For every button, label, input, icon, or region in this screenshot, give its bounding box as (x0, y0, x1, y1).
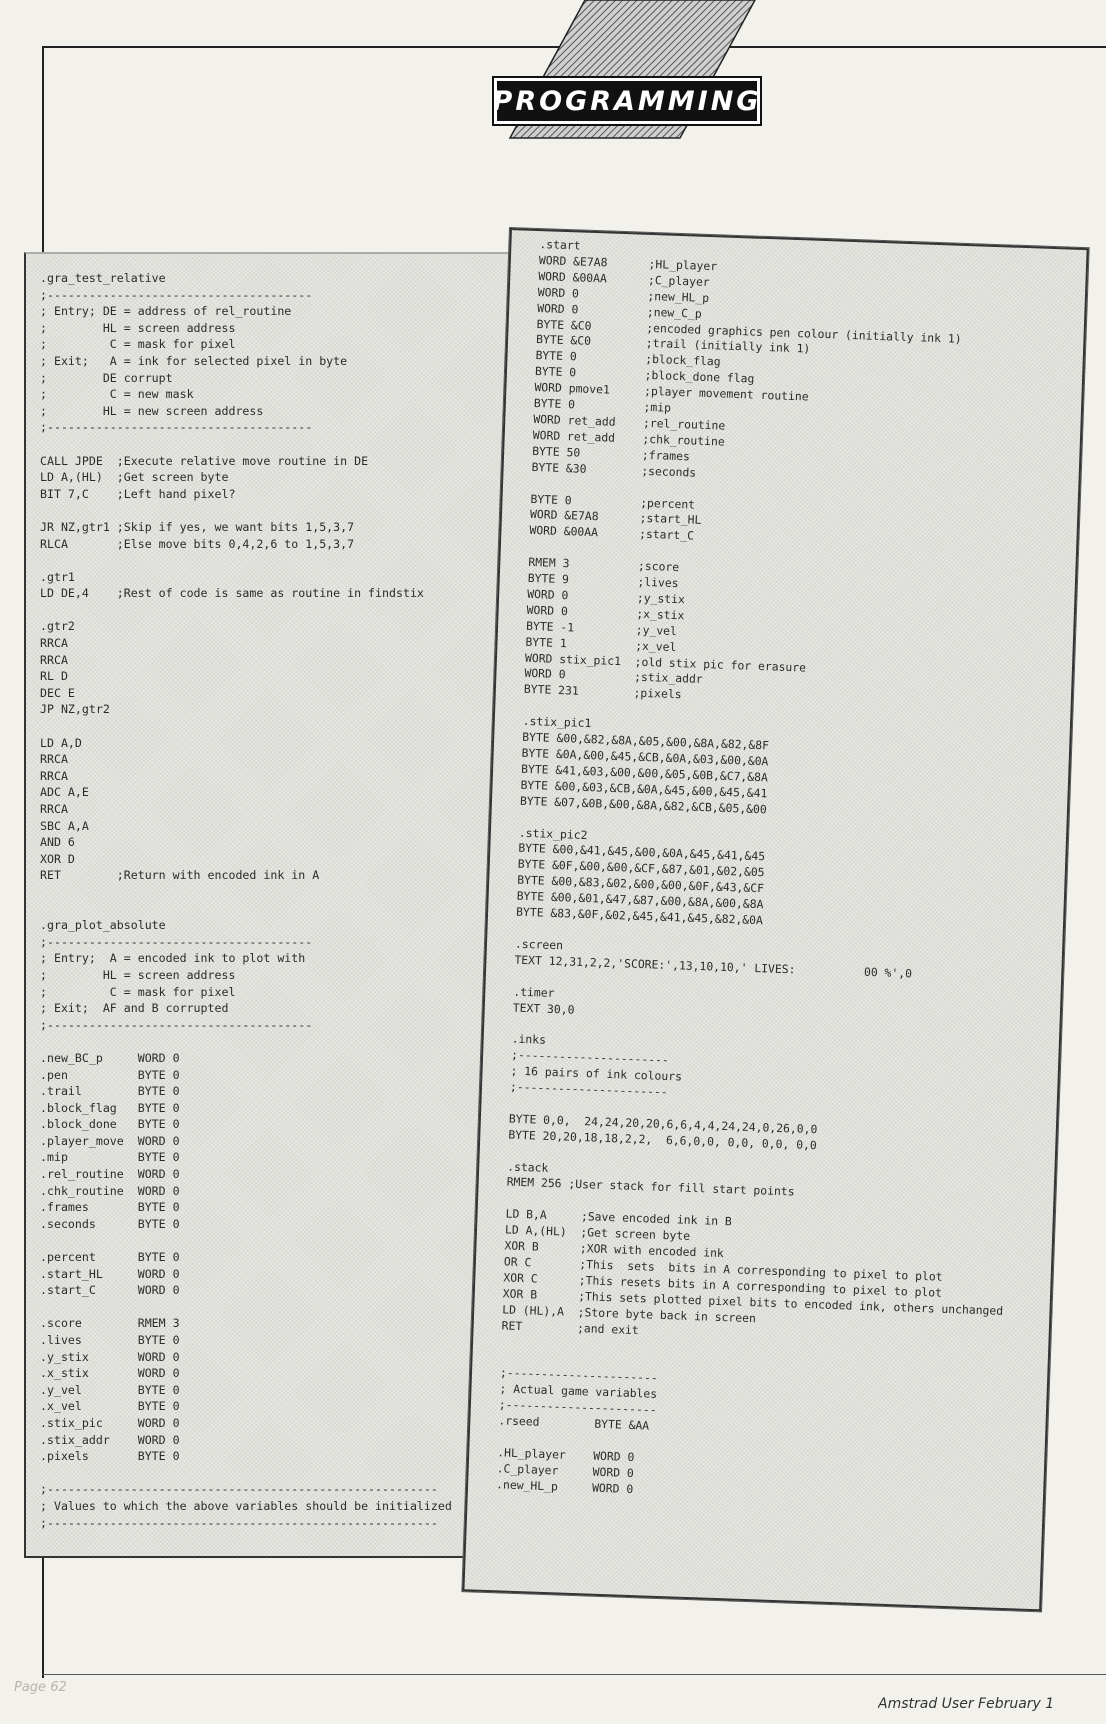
right-code-listing: .start WORD &E7A8 ;HL_player WORD &00AA ;C_player WORD 0 ;new_HL_p WORD 0 ;new_C_p BYTE &C0 ;encoded graphics pen colour (initially ink 1) BYTE &C0 ;trail (initially ink 1) BYTE 0 ;block_flag BYTE 0 ;block_done flag WORD pmove1 ;player movement routine BYTE 0 ;mip WORD ret_add ;rel_routine WORD ret_add ;chk_routine BYTE 50 ;frames BYTE &30 ;seconds BYTE 0 ;percent WORD &E7A8 ;start_HL WORD &00AA ;start_C RMEM 3 ;score BYTE 9 ;lives WORD 0 ;y_stix WORD 0 ;x_stix BYTE -1 ;y_vel BYTE 1 ;x_vel WORD stix_pic1 ;old stix pic for erasure WORD 0 ;stix_addr BYTE 231 ;pixels .stix_pic1 BYTE &00,&82,&8A,&05,&00,&8A,&82,&8F BYTE &0A,&00,&45,&CB,&0A,&03,&00,&0A BYTE &41,&03,&00,&00,&05,&0B,&C7,&8A BYTE &00,&03,&CB,&0A,&45,&00,&45,&41 BYTE &07,&0B,&00,&8A,&82,&CB,&05,&00 .stix_pic2 BYTE &00,&41,&45,&00,&0A,&45,&41,&45 BYTE &0F,&00,&00,&CF,&87,&01,&02,&05 BYTE &00,&83,&02,&00,&00,&0F,&43,&CF BYTE &00,&01,&47,&87,&00,&8A,&00,&8A BYTE &83,&0F,&02,&45,&41,&45,&82,&0A .screen TEXT 12,31,2,2,'SCORE:',13,10,10,' LIVES: 00 %',0 .timer TEXT 30,0 .inks ;---------------------- ; 16 pairs of ink colours ;---------------------- BYTE 0,0, 24,24,20,20,6,6,4,4,24,24,0,26,0,0 BYTE 20,20,18,18,2,2, 6,6,0,0, 0,0, 0,0, 0,0 .stack RMEM 256 ;User stack for fill start points LD B,A ;Save encoded ink in B LD A,(HL) ;Get screen byte XOR B ;XOR with encoded ink OR C ;This sets bits in A corresponding to pixel to plot XOR C ;This resets bits in A corresponding to pixel to plot XOR B ;This sets plotted pixel bits to encoded ink, others unchanged LD (HL),A ;Store byte back in screen RET ;and exit ;---------------------- ; Actual game variables ;---------------------- .rseed BYTE &AA .HL_player WORD 0 .C_player WORD 0 .new_HL_p WORD 0 (495, 237, 1004, 1496)
right-code-listing-panel (462, 228, 1088, 1611)
magazine-title: Amstrad User February 1 (878, 1696, 1055, 1712)
left-code-listing-panel (24, 252, 514, 1558)
section-banner (494, 78, 760, 124)
left-code-listing: .gra_test_relative ;-------------------------------------- ; Entry; DE = address of rel_routine ; HL = screen address ; C = mask for pixel ; Exit; A = ink for selected pixel in byte ; DE corrupt ; C = new mask ; HL = new screen address ;-------------------------------------- CALL JPDE ;Execute relative move routine in DE LD A,(HL) ;Get screen byte BIT 7,C ;Left hand pixel? JR NZ,gtr1 ;Skip if yes, we want bits 1,5,3,7 RLCA ;Else move bits 0,4,2,6 to 1,5,3,7 .gtr1 LD DE,4 ;Rest of code is same as routine in findstix .gtr2 RRCA RRCA RL D DEC E JP NZ,gtr2 LD A,D RRCA RRCA ADC A,E RRCA SBC A,A AND 6 XOR D RET ;Return with encoded ink in A .gra_plot_absolute ;-------------------------------------- ; Entry; A = encoded ink to plot with ; HL = screen address ; C = mask for pixel ; Exit; AF and B corrupted ;-------------------------------------- .new_BC_p WORD 0 .pen BYTE 0 .trail BYTE 0 .block_flag BYTE 0 .block_done BYTE 0 .player_move WORD 0 .mip BYTE 0 .rel_routine WORD 0 .chk_routine WORD 0 .frames BYTE 0 .seconds BYTE 0 .percent BYTE 0 .start_HL WORD 0 .start_C WORD 0 .score RMEM 3 .lives BYTE 0 .y_stix WORD 0 .x_stix WORD 0 .y_vel BYTE 0 .x_vel BYTE 0 .stix_pic WORD 0 .stix_addr WORD 0 .pixels BYTE 0 ;-------------------------------------------------------- ; Values to which the above variables should be initialized ;-------------------------------------------------------- (40, 271, 452, 1530)
header-diagonal-stripe (0, 0, 1106, 150)
page-number: Page 62 (14, 1680, 67, 1695)
footer-rule (42, 1674, 1106, 1675)
section-label: PROGRAMMING (492, 85, 762, 117)
